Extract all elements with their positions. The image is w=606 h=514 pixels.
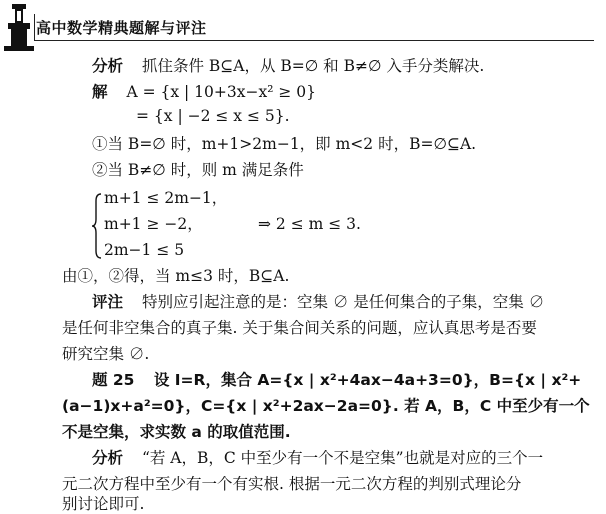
- analysis-label: 分析: [92, 57, 124, 75]
- comment-label: 评注: [92, 293, 124, 311]
- case-1: ①当 B=∅ 时，m+1>2m−1，即 m<2 时，B=∅⊆A.: [92, 135, 477, 153]
- book-logo-icon: [2, 2, 36, 54]
- system-result: ⇒ 2 ≤ m ≤ 3.: [258, 215, 361, 233]
- problem-label: 题 25: [92, 371, 135, 389]
- solution-label: 解: [92, 83, 108, 101]
- analysis-2-line-3: 别讨论即可.: [62, 495, 145, 513]
- conclusion: 由①，②得，当 m≤3 时，B⊆A.: [62, 267, 290, 285]
- comment-line-3: 研究空集 ∅.: [62, 345, 150, 363]
- left-brace-icon: [92, 193, 102, 259]
- problem-line-3: 不是空集，求实数 a 的取值范围.: [62, 423, 291, 441]
- case-2: ②当 B≠∅ 时，则 m 满足条件: [92, 161, 304, 179]
- problem-line-2: (a−1)x+a²=0}，C={x | x²+2ax−2a=0}. 若 A，B，C 中至少有一个: [62, 397, 590, 415]
- solution-set-definition: A = {x | 10+3x−x² ≥ 0}: [126, 83, 316, 101]
- analysis-2-label: 分析: [92, 449, 124, 467]
- analysis-text: 抓住条件 B⊆A，从 B=∅ 和 B≠∅ 入手分类解决.: [141, 57, 485, 75]
- solution-line-2: = {x | −2 ≤ x ≤ 5}.: [136, 107, 290, 125]
- comment-text-1: 特别应引起注意的是：空集 ∅ 是任何集合的子集，空集 ∅: [141, 293, 545, 311]
- analysis-2-text-1: “若 A，B，C 中至少有一个不是空集”也就是对应的三个一: [141, 449, 544, 467]
- page-header: [0, 0, 606, 48]
- solution-line-1: [92, 82, 316, 102]
- analysis-2-line-1: [92, 448, 543, 468]
- header-vertical-rule: [34, 14, 35, 41]
- analysis-2-line-2: 元二次方程中至少有一个有实根. 根据一元二次方程的判别式理论分: [62, 475, 522, 493]
- problem-line-1: [92, 370, 581, 390]
- analysis-1-line: [92, 56, 484, 76]
- system-inequality-2: m+1 ≥ −2，: [104, 215, 203, 233]
- comment-line-1: [92, 292, 544, 312]
- header-title: 高中数学精典题解与评注: [36, 19, 207, 37]
- comment-line-2: 是任何非空集合的真子集. 关于集合间关系的问题，应认真思考是否要: [62, 319, 537, 337]
- problem-text-1: 设 I=R，集合 A={x | x²+4ax−4a+3=0}，B={x | x²+: [153, 371, 582, 389]
- system-inequality-3: 2m−1 ≤ 5: [104, 241, 185, 259]
- header-rule: [34, 40, 594, 41]
- system-inequality-1: m+1 ≤ 2m−1，: [104, 189, 228, 207]
